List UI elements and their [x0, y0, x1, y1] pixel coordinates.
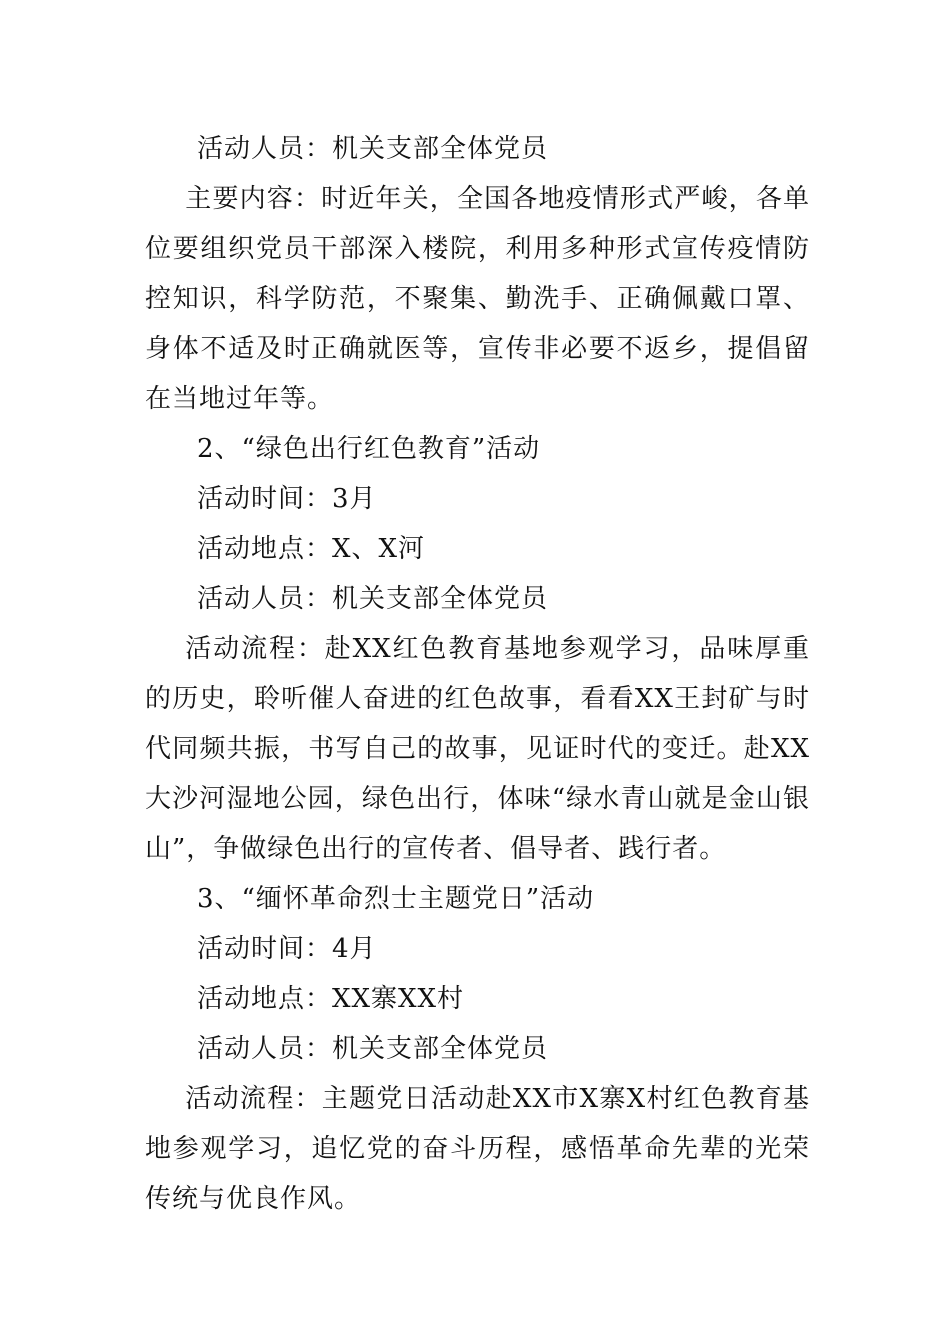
- heading-activity-2: 2、“绿色出行红色教育”活动: [197, 434, 541, 464]
- paragraph-time-3: 活动时间：4月: [197, 934, 377, 964]
- document-body: [145, 124, 810, 1224]
- paragraph-location-2: 活动地点：X、X河: [197, 534, 426, 564]
- paragraph-process-2: 活动流程：赴XX红色教育基地参观学习，品味厚重的历史，聆听催人奋进的红色故事，看看XX王封矿与时代同频共振，书写自己的故事，见证时代的变迁。赴XX大沙河湿地公园，绿色出行，体味“绿水青山就是金山银山”，争做绿色出行的宣传者、倡导者、践行者。: [145, 634, 810, 864]
- paragraph-main-content: 主要内容：时近年关，全国各地疫情形式严峻，各单位要组织党员干部深入楼院，利用多种形式宣传疫情防控知识，科学防范，不聚集、勤洗手、正确佩戴口罩、身体不适及时正确就医等，宣传非必要不返乡，提倡留在当地过年等。: [145, 184, 810, 414]
- paragraph-time-2: 活动时间：3月: [197, 484, 377, 514]
- paragraph-process-3: 活动流程：主题党日活动赴XX市X寨X村红色教育基地参观学习，追忆党的奋斗历程，感悟革命先辈的光荣传统与优良作风。: [145, 1084, 810, 1214]
- paragraph-personnel-1: 活动人员：机关支部全体党员: [197, 134, 549, 164]
- paragraph-location-3: 活动地点：XX寨XX村: [197, 984, 465, 1014]
- paragraph-personnel-3: 活动人员：机关支部全体党员: [197, 1034, 549, 1064]
- paragraph-personnel-2: 活动人员：机关支部全体党员: [197, 584, 549, 614]
- heading-activity-3: 3、“缅怀革命烈士主题党日”活动: [197, 884, 595, 914]
